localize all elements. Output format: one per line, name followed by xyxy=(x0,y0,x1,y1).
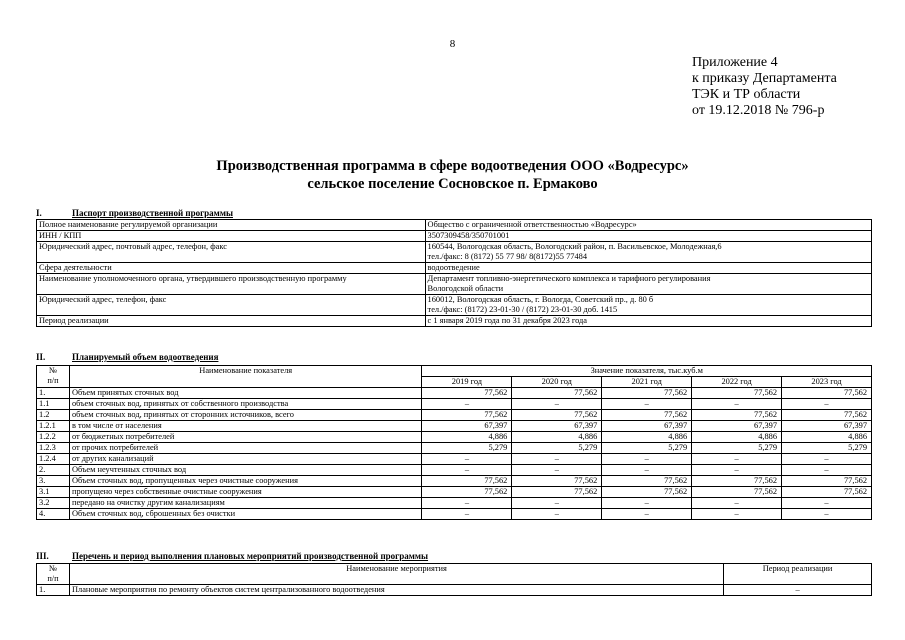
header-num: № п/п xyxy=(37,564,70,585)
row-value: 5,279 xyxy=(422,443,512,454)
header-year: 2019 год xyxy=(422,377,512,388)
row-number: 1. xyxy=(37,585,70,596)
row-value: 4,886 xyxy=(512,432,602,443)
section-title: Паспорт производственной программы xyxy=(72,208,233,218)
passport-value-line: тел./факс: 8 (8172) 55 77 98/ 8(8172)55 77484 xyxy=(427,252,588,261)
appendix-line: Приложение 4 xyxy=(692,55,778,70)
row-value: – xyxy=(512,454,602,465)
row-value: 4,886 xyxy=(782,432,872,443)
row-value: – xyxy=(692,454,782,465)
row-name: от других канализаций xyxy=(69,454,422,465)
page-number: 8 xyxy=(449,38,456,50)
row-value: – xyxy=(602,399,692,410)
passport-value-line: Департамент топливно-энергетического комплекса и тарифного регулирования xyxy=(427,274,711,283)
row-value: 4,886 xyxy=(692,432,782,443)
section-number: I. xyxy=(36,208,42,218)
table-row xyxy=(37,242,872,263)
row-value: – xyxy=(782,454,872,465)
row-value: – xyxy=(602,509,692,520)
passport-value-line: тел./факс: (8172) 23-01-30 / (8172) 23-01-30 доб. 1415 xyxy=(427,305,618,314)
header-name: Наименование показателя xyxy=(69,366,422,388)
row-value: 5,279 xyxy=(512,443,602,454)
row-value: 77,562 xyxy=(422,388,512,399)
row-value: – xyxy=(422,509,512,520)
table-row xyxy=(37,295,872,316)
header-period: Период реализации xyxy=(724,564,872,585)
section-3-heading xyxy=(36,551,428,561)
volume-table xyxy=(36,365,872,520)
table-row xyxy=(37,443,872,454)
row-value: – xyxy=(422,498,512,509)
table-row xyxy=(37,410,872,421)
passport-value xyxy=(425,231,871,242)
table-row xyxy=(37,498,872,509)
row-value: 77,562 xyxy=(512,476,602,487)
table-row xyxy=(37,487,872,498)
row-value: 4,886 xyxy=(602,432,692,443)
passport-value-line: с 1 января 2019 года по 31 декабря 2023 года xyxy=(427,316,587,325)
row-name: Плановые мероприятия по ремонту объектов систем централизованного водоотведения xyxy=(69,585,723,596)
section-2-heading xyxy=(36,352,218,362)
row-value: – xyxy=(782,509,872,520)
row-value: 77,562 xyxy=(692,410,782,421)
row-value: 4,886 xyxy=(422,432,512,443)
row-name: от бюджетных потребителей xyxy=(69,432,422,443)
table-row xyxy=(37,388,872,399)
row-value: 77,562 xyxy=(782,476,872,487)
row-name: объем сточных вод, принятых от собственного производства xyxy=(69,399,422,410)
row-number: 4. xyxy=(37,509,70,520)
passport-value xyxy=(425,274,871,295)
row-number: 3.1 xyxy=(37,487,70,498)
row-number: 3. xyxy=(37,476,70,487)
table-row xyxy=(37,454,872,465)
row-value: – xyxy=(422,454,512,465)
row-value: 5,279 xyxy=(692,443,782,454)
row-number: 1.1 xyxy=(37,399,70,410)
row-value: – xyxy=(422,465,512,476)
passport-label: Наименование уполномоченного органа, утвердившего производственную программу xyxy=(37,274,426,295)
table-row xyxy=(37,274,872,295)
passport-value-line: водоотведение xyxy=(427,263,480,272)
row-name: пропущено через собственные очистные сооружения xyxy=(69,487,422,498)
header-name: Наименование мероприятия xyxy=(69,564,723,585)
table-row xyxy=(37,220,872,231)
row-value: – xyxy=(512,399,602,410)
passport-value-line: 3507309458/350701001 xyxy=(427,231,510,240)
section-number: III. xyxy=(36,551,49,561)
row-number: 3.2 xyxy=(37,498,70,509)
section-title: Перечень и период выполнения плановых мероприятий производственной программы xyxy=(72,551,429,561)
row-value: – xyxy=(602,454,692,465)
row-value: – xyxy=(692,509,782,520)
row-number: 1.2.4 xyxy=(37,454,70,465)
passport-label: Период реализации xyxy=(37,316,426,327)
header-num: № п/п xyxy=(37,366,70,388)
row-value: 77,562 xyxy=(512,388,602,399)
row-name: от прочих потребителей xyxy=(69,443,422,454)
row-value: 77,562 xyxy=(782,410,872,421)
row-value: 77,562 xyxy=(422,487,512,498)
row-name: Объем сточных вод, пропущенных через очистные сооружения xyxy=(69,476,422,487)
row-value: 77,562 xyxy=(602,388,692,399)
row-value: 77,562 xyxy=(512,487,602,498)
row-number: 2. xyxy=(37,465,70,476)
row-value: 77,562 xyxy=(692,487,782,498)
measures-table xyxy=(36,563,872,596)
appendix-line: от 19.12.2018 № 796-р xyxy=(692,103,825,118)
table-row xyxy=(37,399,872,410)
row-name: передано на очистку другим канализациям xyxy=(69,498,422,509)
header-year: 2021 год xyxy=(602,377,692,388)
table-header-row xyxy=(37,564,872,585)
row-value: – xyxy=(512,498,602,509)
row-value: – xyxy=(512,465,602,476)
title-line: Производственная программа в сфере водоотведения ООО «Водресурс» xyxy=(216,158,689,174)
header-value: Значение показателя, тыс.куб.м xyxy=(422,366,872,377)
passport-label: Юридический адрес, почтовый адрес, телефон, факс xyxy=(37,242,426,263)
row-value: 5,279 xyxy=(602,443,692,454)
row-period: – xyxy=(724,585,872,596)
row-number: 1.2.2 xyxy=(37,432,70,443)
table-row xyxy=(37,509,872,520)
passport-value-line: Вологодской области xyxy=(427,284,504,293)
passport-value-line: Общество с ограниченной ответственностью «Водресурс» xyxy=(427,220,637,229)
section-title: Планируемый объем водоотведения xyxy=(72,352,219,362)
row-value: 77,562 xyxy=(602,487,692,498)
header-year: 2023 год xyxy=(782,377,872,388)
table-row xyxy=(37,231,872,242)
passport-value xyxy=(425,295,871,316)
appendix-line: ТЭК и ТР области xyxy=(692,87,801,102)
table-row xyxy=(37,263,872,274)
section-number: II. xyxy=(36,352,46,362)
table-row xyxy=(37,465,872,476)
row-name: в том числе от населения xyxy=(69,421,422,432)
row-value: 5,279 xyxy=(782,443,872,454)
row-name: объем сточных вод, принятых от сторонних источников, всего xyxy=(69,410,422,421)
appendix-block xyxy=(692,55,837,119)
row-name: Объем принятых сточных вод xyxy=(69,388,422,399)
row-value: 77,562 xyxy=(782,388,872,399)
row-value: – xyxy=(782,498,872,509)
passport-value xyxy=(425,263,871,274)
passport-label: Сфера деятельности xyxy=(37,263,426,274)
row-number: 1.2.1 xyxy=(37,421,70,432)
row-value: 77,562 xyxy=(692,388,782,399)
header-year: 2020 год xyxy=(512,377,602,388)
table-row xyxy=(37,316,872,327)
table-row xyxy=(37,432,872,443)
row-value: – xyxy=(512,509,602,520)
passport-table xyxy=(36,219,872,327)
row-number: 1.2 xyxy=(37,410,70,421)
section-1-heading xyxy=(36,208,233,218)
row-value: – xyxy=(692,498,782,509)
table-row xyxy=(37,421,872,432)
document-title xyxy=(0,157,905,193)
title-line: сельское поселение Сосновское п. Ермаково xyxy=(307,176,598,192)
row-value: 77,562 xyxy=(422,410,512,421)
row-value: – xyxy=(782,399,872,410)
appendix-line: к приказу Департамента xyxy=(692,71,837,86)
passport-label: Полное наименование регулируемой организации xyxy=(37,220,426,231)
passport-value-line: 160012, Вологодская область, г. Вологда, Советский пр., д. 80 б xyxy=(427,295,654,304)
passport-value-line: 160544, Вологодская область, Вологодский район, п. Васильевское, Молодежная,6 xyxy=(427,242,722,251)
table-header-row xyxy=(37,366,872,377)
row-value: 67,397 xyxy=(512,421,602,432)
row-value: – xyxy=(602,498,692,509)
row-value: 77,562 xyxy=(602,410,692,421)
row-number: 1. xyxy=(37,388,70,399)
row-value: 77,562 xyxy=(422,476,512,487)
passport-value xyxy=(425,220,871,231)
row-number: 1.2.3 xyxy=(37,443,70,454)
row-value: 77,562 xyxy=(692,476,782,487)
row-name: Объем сточных вод, сброшенных без очистки xyxy=(69,509,422,520)
row-value: 67,397 xyxy=(602,421,692,432)
passport-label: Юридический адрес, телефон, факс xyxy=(37,295,426,316)
row-value: 77,562 xyxy=(782,487,872,498)
row-value: 67,397 xyxy=(782,421,872,432)
table-row xyxy=(37,476,872,487)
row-value: 67,397 xyxy=(422,421,512,432)
row-value: – xyxy=(602,465,692,476)
table-row xyxy=(37,585,872,596)
header-year: 2022 год xyxy=(692,377,782,388)
row-value: – xyxy=(782,465,872,476)
row-value: – xyxy=(422,399,512,410)
row-value: 67,397 xyxy=(692,421,782,432)
row-value: – xyxy=(692,465,782,476)
row-value: 77,562 xyxy=(602,476,692,487)
passport-label: ИНН / КПП xyxy=(37,231,426,242)
row-value: – xyxy=(692,399,782,410)
passport-value xyxy=(425,242,871,263)
row-name: Объем неучтенных сточных вод xyxy=(69,465,422,476)
row-value: 77,562 xyxy=(512,410,602,421)
passport-value xyxy=(425,316,871,327)
